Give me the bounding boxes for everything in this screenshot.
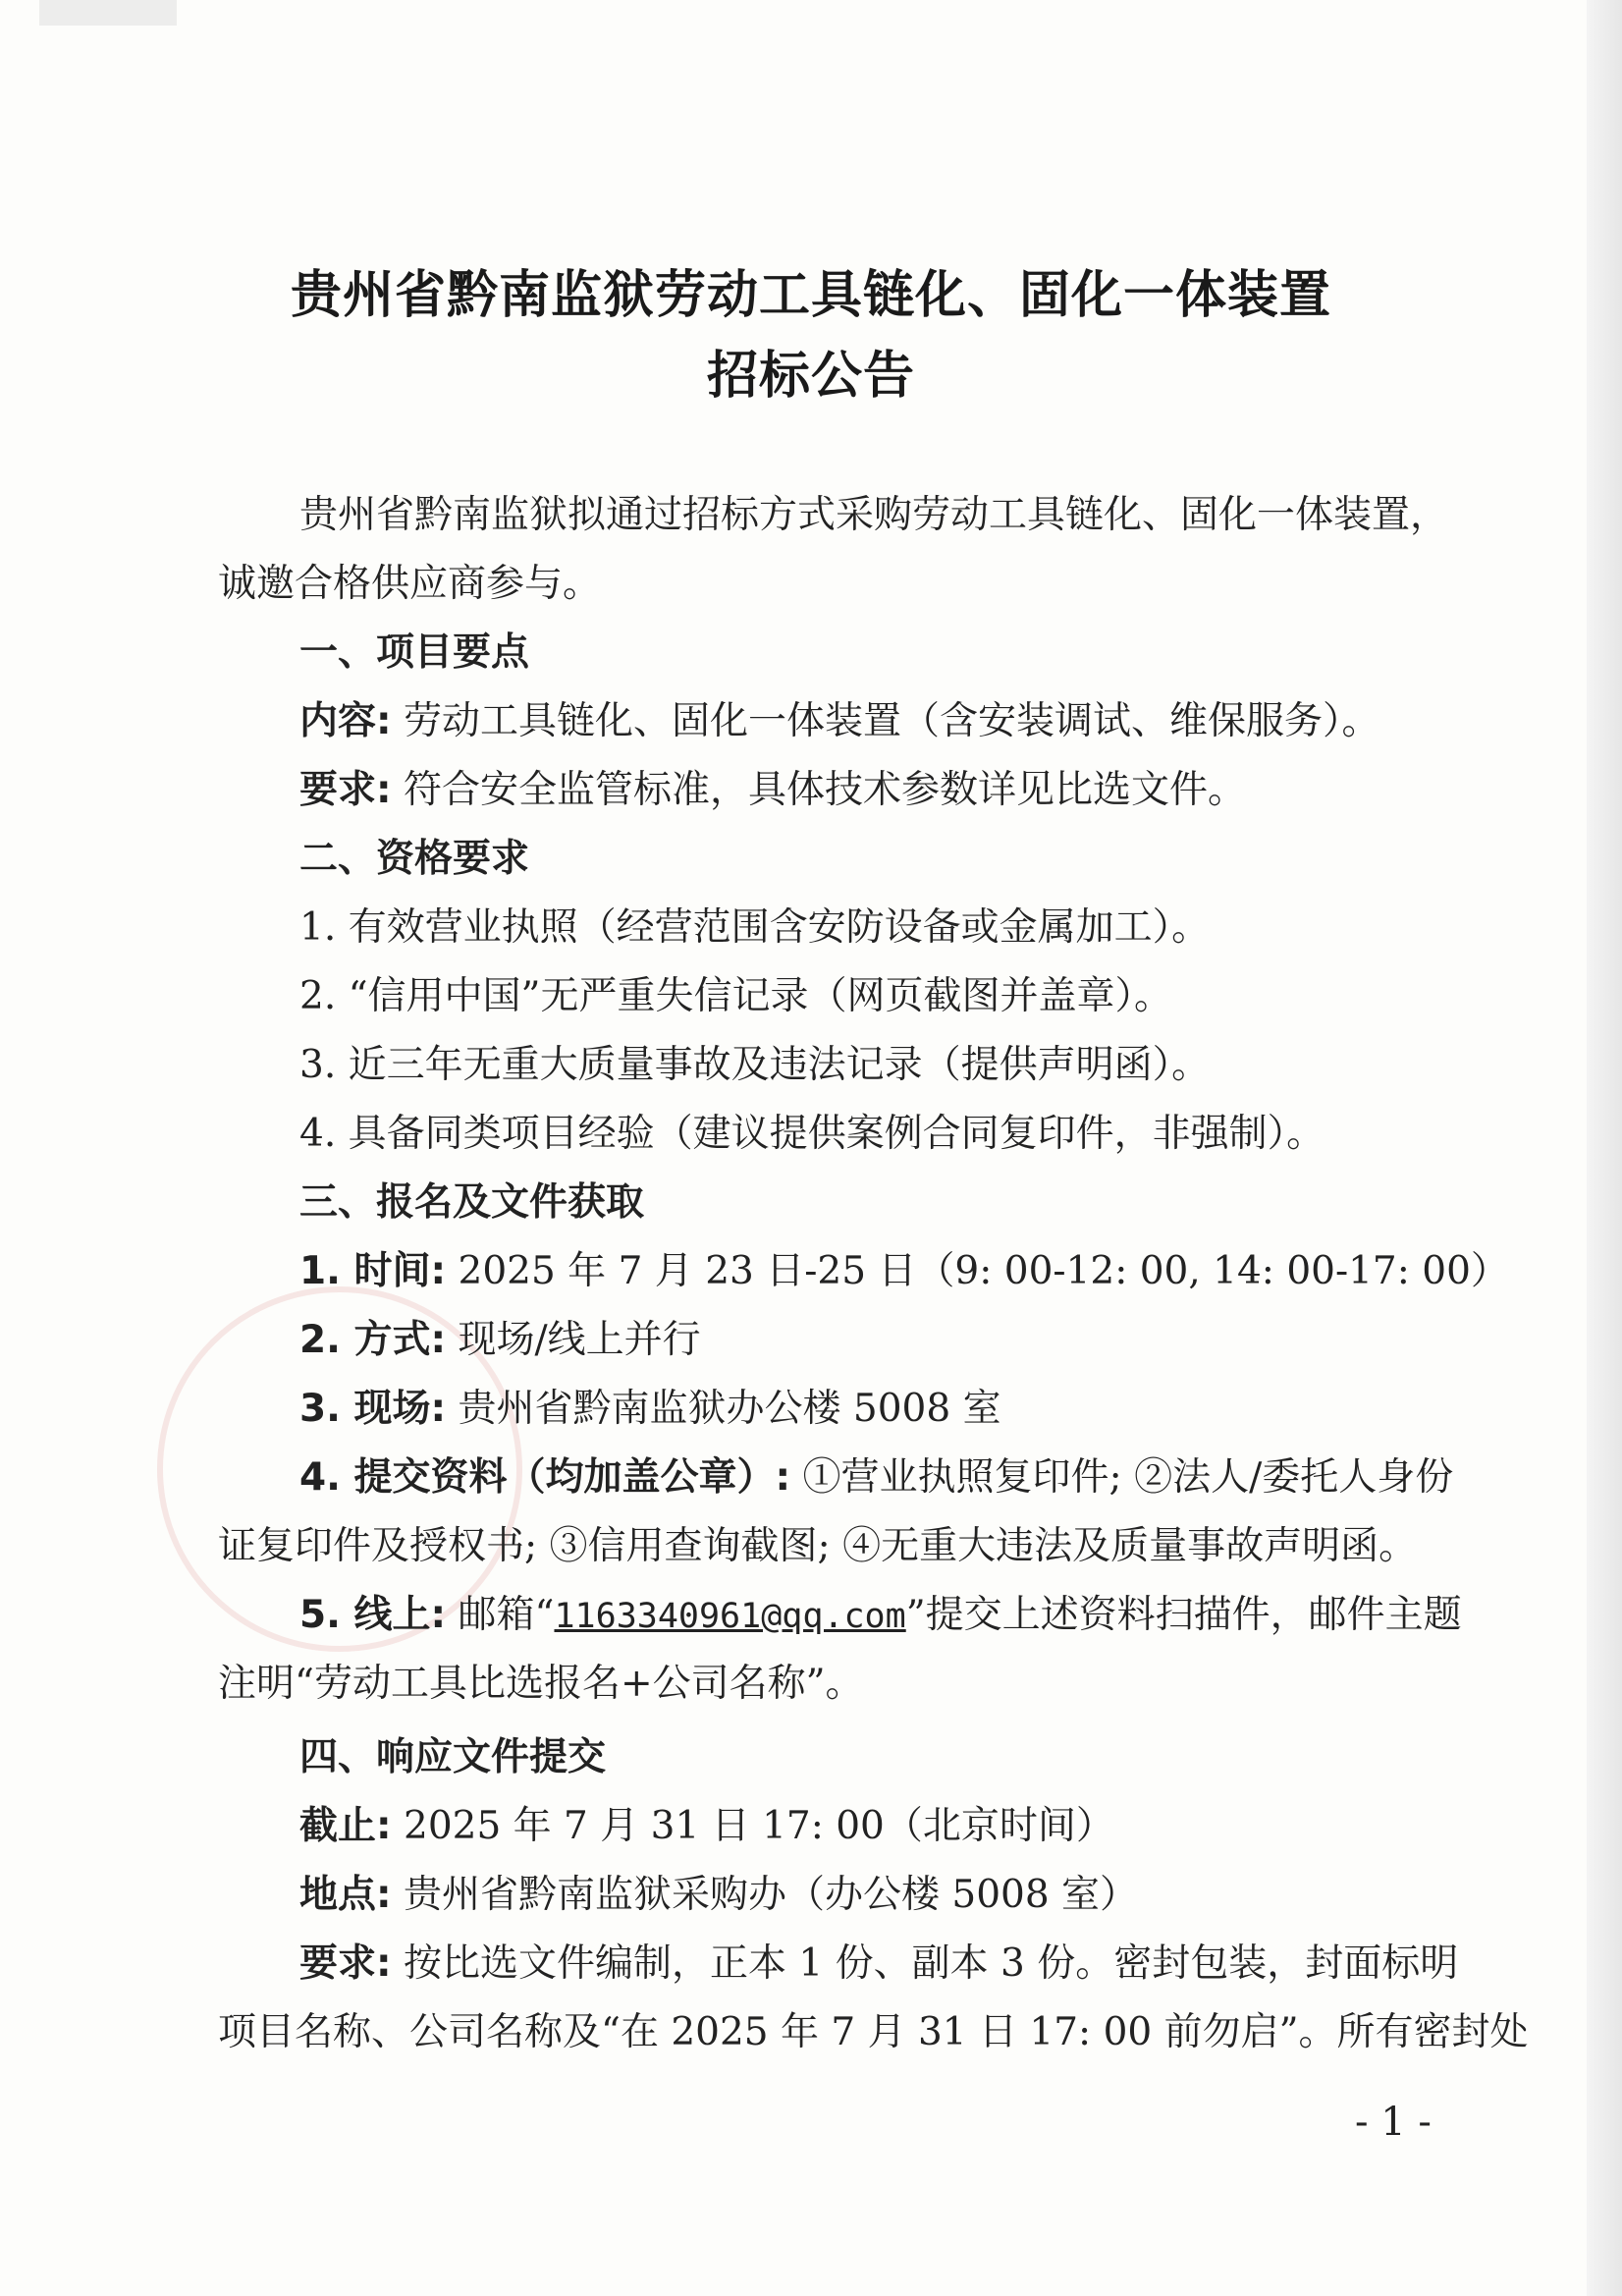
document-title-line1: 贵州省黔南监狱劳动工具链化、固化一体装置 [290, 265, 1331, 325]
content-text: 劳动工具链化、固化一体装置（含安装调试、维保服务）。 [391, 699, 1380, 743]
document-title-line2: 招标公告 [706, 346, 915, 406]
submission-materials-line2: 证复印件及授权书; ③信用查询截图; ④无重大违法及质量事故声明函。 [218, 1524, 1418, 1568]
site-label: 3. 现场: [299, 1387, 447, 1431]
req-text1: 按比选文件编制，正本 1 份、副本 3 份。密封包装，封面标明 [391, 1941, 1459, 1986]
section1-content [299, 699, 1380, 743]
submission-place [299, 1873, 1139, 1917]
submission-deadline [299, 1804, 1114, 1848]
intro-line2: 诚邀合格供应商参与。 [218, 562, 602, 606]
online-pre: 邮箱“ [446, 1593, 555, 1637]
online-post: ”提交上述资料扫描件，邮件主题 [905, 1593, 1462, 1637]
place-text: 贵州省黔南监狱采购办（办公楼 5008 室） [391, 1873, 1139, 1917]
intro-line1: 贵州省黔南监狱拟通过招标方式采购劳动工具链化、固化一体装置， [299, 493, 1449, 537]
submission-requirement-line1 [299, 1941, 1459, 1986]
page-number: - 1 - [1355, 2100, 1432, 2145]
submission-requirement-line2: 项目名称、公司名称及“在 2025 年 7 月 31 日 17: 00 前勿启”。所有密封处 [218, 2010, 1529, 2054]
req-label: 要求: [299, 1941, 392, 1986]
deadline-text: 2025 年 7 月 31 日 17: 00（北京时间） [391, 1804, 1114, 1848]
submit-label: 4. 提交资料（均加盖公章）: [299, 1455, 791, 1500]
site-text: 贵州省黔南监狱办公楼 5008 室 [446, 1387, 1001, 1431]
scan-top-mark [39, 0, 177, 26]
qualification-item: 3. 近三年无重大质量事故及违法记录（提供声明函）。 [299, 1043, 1211, 1087]
content-label: 内容: [299, 699, 392, 743]
deadline-label: 截止: [299, 1804, 392, 1848]
registration-method [299, 1318, 701, 1362]
submit-text1: ①营业执照复印件; ②法人/委托人身份 [790, 1455, 1454, 1500]
section1-heading: 一、项目要点 [299, 630, 530, 675]
method-label: 2. 方式: [299, 1318, 447, 1362]
time-text: 2025 年 7 月 23 日-25 日（9: 00-12: 00, 14: 00-17: 00） [446, 1249, 1509, 1293]
registration-time [299, 1249, 1509, 1293]
section4-heading: 四、响应文件提交 [299, 1735, 607, 1779]
submission-materials-line1 [299, 1455, 1454, 1500]
section2-heading: 二、资格要求 [299, 837, 530, 881]
section1-requirement [299, 768, 1247, 812]
method-text: 现场/线上并行 [446, 1318, 701, 1362]
online-submission-line1 [299, 1593, 1462, 1637]
online-submission-line2: 注明“劳动工具比选报名+公司名称”。 [218, 1662, 864, 1706]
requirement-label: 要求: [299, 768, 392, 812]
place-label: 地点: [299, 1873, 392, 1917]
time-label: 1. 时间: [299, 1249, 447, 1293]
requirement-text: 符合安全监管标准，具体技术参数详见比选文件。 [391, 768, 1247, 812]
online-label: 5. 线上: [299, 1593, 447, 1637]
qualification-item: 2. “信用中国”无严重失信记录（网页截图并盖章）。 [299, 974, 1172, 1018]
qualification-item: 1. 有效营业执照（经营范围含安防设备或金属加工）。 [299, 905, 1211, 950]
section3-heading: 三、报名及文件获取 [299, 1180, 645, 1225]
qualification-item: 4. 具备同类项目经验（建议提供案例合同复印件，非强制）。 [299, 1112, 1325, 1156]
registration-site [299, 1387, 1001, 1431]
email-link[interactable]: 1163340961@qq.com [554, 1597, 906, 1636]
